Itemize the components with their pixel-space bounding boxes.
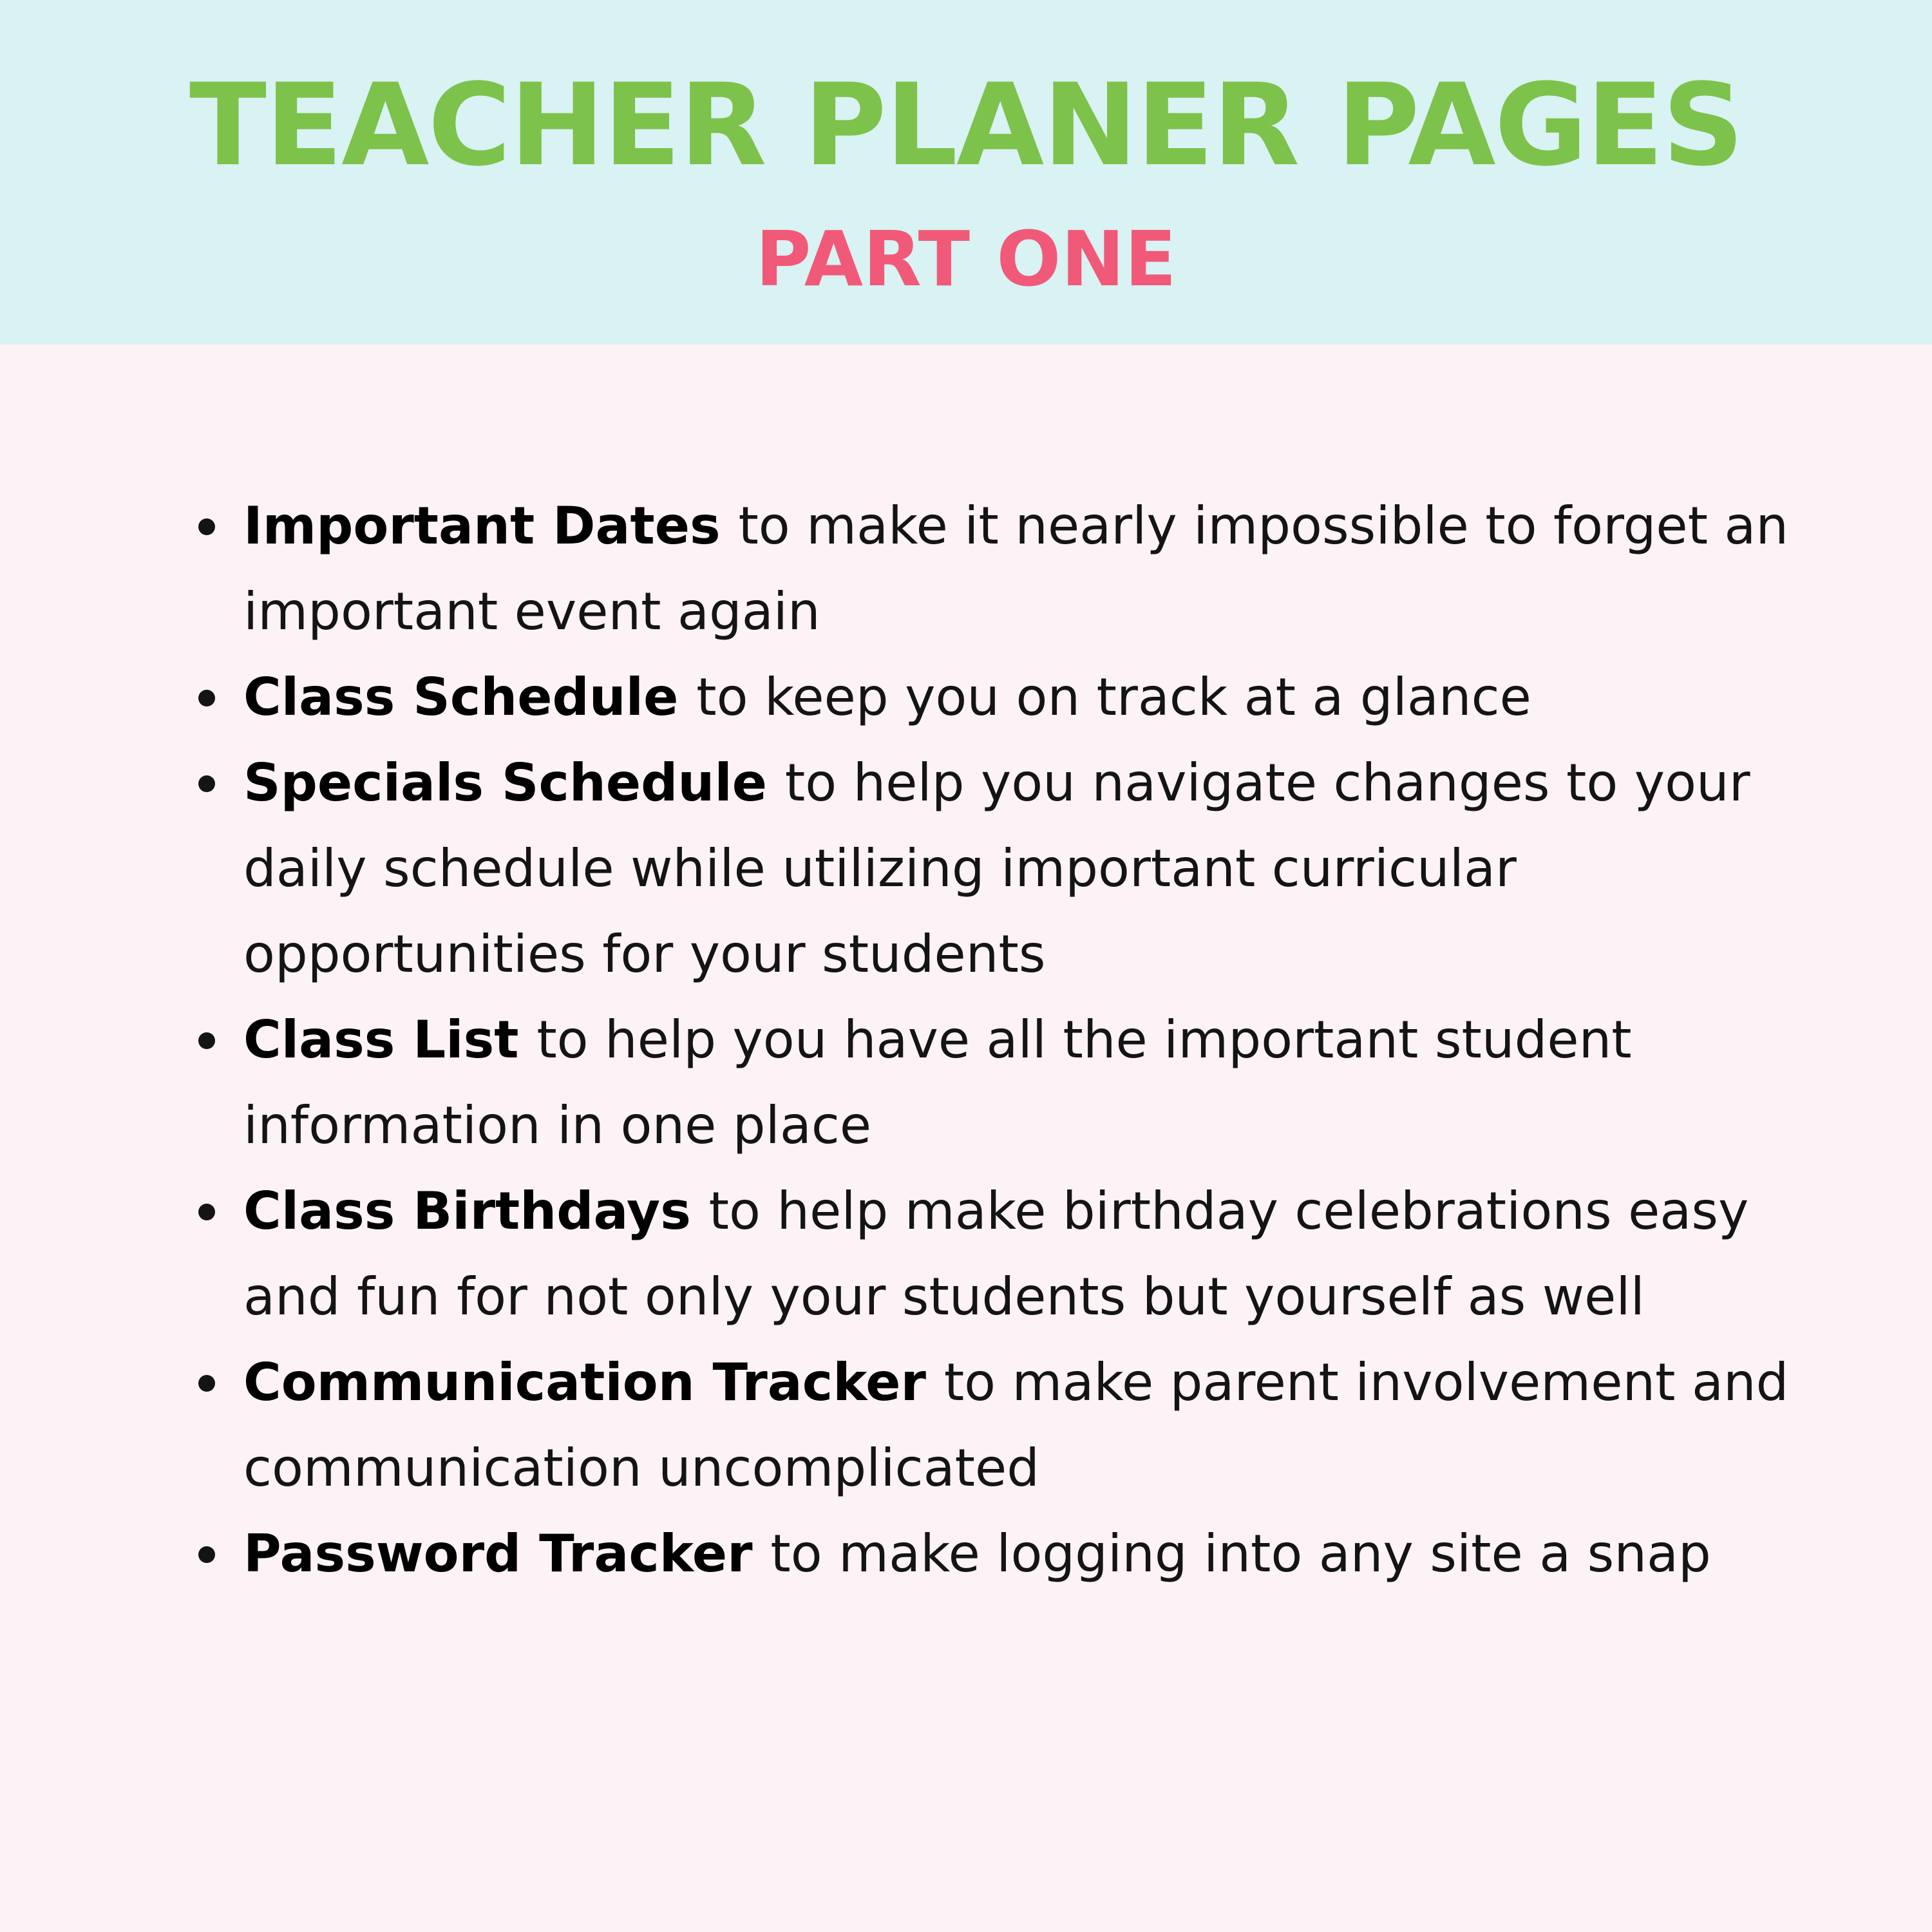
item-description: to help you have all the important student information in one place [243,1010,1632,1155]
item-title: Class List [243,1010,537,1070]
item-title: Communication Tracker [243,1352,944,1412]
item-title: Class Schedule [243,667,697,727]
item-description: to help you navigate changes to your daily schedule while utilizing important curricular opportunities for your students [243,753,1750,984]
page-subtitle: PART ONE [755,214,1177,303]
bullet-icon [198,690,215,706]
page-title: TEACHER PLANER PAGES [189,59,1743,191]
list-item-password-tracker [198,1511,1847,1596]
bullet-icon [198,1546,215,1563]
item-title: Class Birthdays [243,1181,709,1241]
bullet-icon [198,518,215,535]
list-item-class-list [198,997,1847,1168]
list-item-important-dates [198,483,1847,654]
feature-list [198,483,1847,1596]
item-description: to keep you on track at a glance [696,667,1531,727]
list-item-specials-schedule [198,740,1847,997]
bullet-icon [198,1375,215,1392]
bullet-icon [198,1032,215,1049]
item-description: to make it nearly impossible to forget an important event again [243,496,1789,641]
list-item-class-birthdays [198,1168,1847,1340]
item-description: to help make birthday celebrations easy and fun for not only your students but yourself as well [243,1181,1749,1327]
header-banner [0,0,1932,345]
bullet-icon [198,1204,215,1220]
list-item-class-schedule [198,654,1847,740]
bullet-icon [198,775,215,792]
list-item-communication-tracker [198,1340,1847,1511]
item-title: Password Tracker [243,1524,771,1584]
item-description: to make logging into any site a snap [770,1524,1711,1584]
item-description: to make parent involvement and communication uncomplicated [243,1352,1789,1498]
item-title: Important Dates [243,496,739,556]
item-title: Specials Schedule [243,753,785,813]
